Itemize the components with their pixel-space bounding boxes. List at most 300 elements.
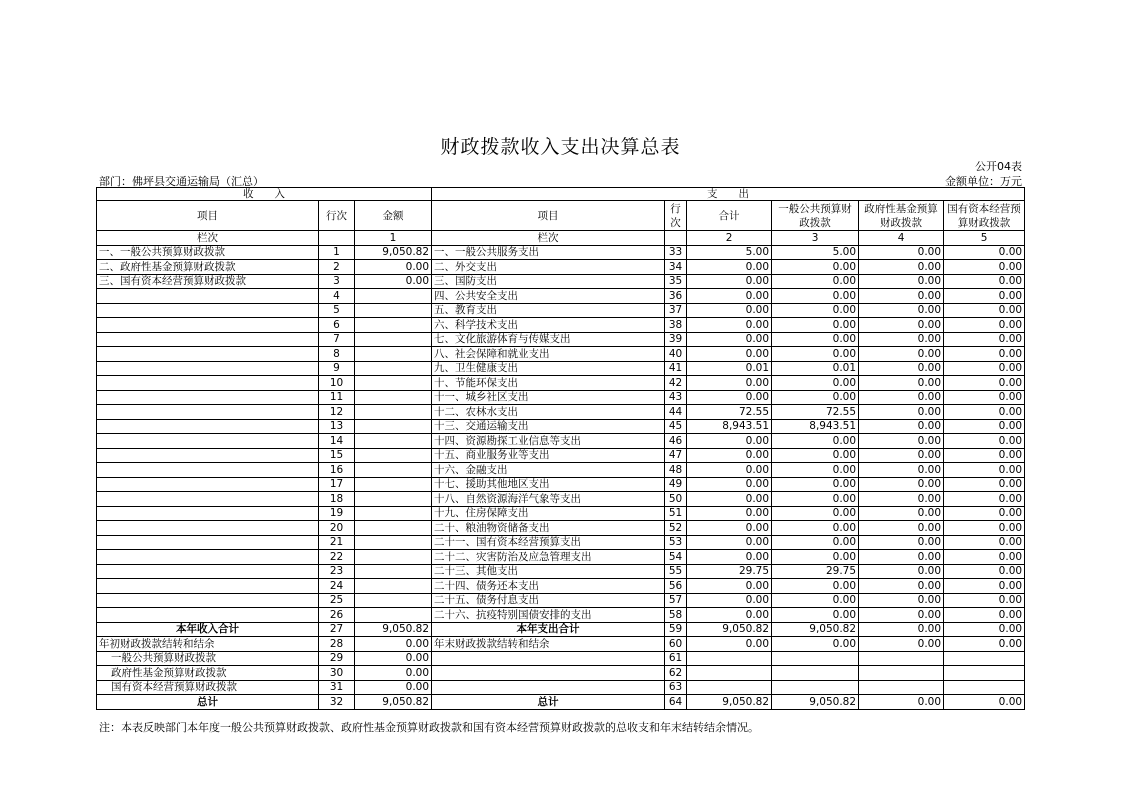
expense-total: 0.00 xyxy=(687,274,772,289)
expense-gov-fund: 0.00 xyxy=(859,506,944,521)
expense-gov-fund: 0.00 xyxy=(859,622,944,637)
expense-gov-fund: 0.00 xyxy=(859,608,944,623)
income-item xyxy=(97,579,319,594)
expense-state-capital: 0.00 xyxy=(944,376,1025,391)
carry-in-sub-row xyxy=(97,651,1025,666)
expense-state-capital: 0.00 xyxy=(944,608,1025,623)
expense-total: 0.01 xyxy=(687,361,772,376)
income-amount xyxy=(355,303,432,318)
income-amount xyxy=(355,492,432,507)
table-row xyxy=(97,332,1025,347)
expense-gov-fund: 0.00 xyxy=(859,550,944,565)
income-line-no: 3 xyxy=(319,274,355,289)
total-header: 合计 xyxy=(687,201,772,231)
carry-in-label: 年初财政拨款结转和结余 xyxy=(97,637,319,652)
expense-total: 0.00 xyxy=(687,303,772,318)
income-line-no: 26 xyxy=(319,608,355,623)
expense-total: 0.00 xyxy=(687,390,772,405)
expense-total: 0.00 xyxy=(687,463,772,478)
table-row xyxy=(97,318,1025,333)
income-line-no: 2 xyxy=(319,260,355,275)
income-amount xyxy=(355,376,432,391)
empty-cell xyxy=(319,231,355,246)
expense-item: 十二、农林水支出 xyxy=(432,405,665,420)
income-line-no: 13 xyxy=(319,419,355,434)
income-amount xyxy=(355,419,432,434)
income-line-no: 32 xyxy=(319,695,355,710)
income-amount xyxy=(355,448,432,463)
income-item xyxy=(97,376,319,391)
year-total-row xyxy=(97,622,1025,637)
income-item xyxy=(97,463,319,478)
income-item xyxy=(97,347,319,362)
empty-cell xyxy=(772,680,859,695)
expense-general-budget: 0.00 xyxy=(772,637,859,652)
expense-item: 十五、商业服务业等支出 xyxy=(432,448,665,463)
expense-line-no: 56 xyxy=(665,579,687,594)
income-amount xyxy=(355,521,432,536)
expense-total: 0.00 xyxy=(687,318,772,333)
income-item: 二、政府性基金预算财政拨款 xyxy=(97,260,319,275)
income-amount: 0.00 xyxy=(355,651,432,666)
expense-general-budget: 0.00 xyxy=(772,521,859,536)
income-line-no: 1 xyxy=(319,245,355,260)
income-line-no: 27 xyxy=(319,622,355,637)
empty-cell xyxy=(432,651,665,666)
expense-gov-fund: 0.00 xyxy=(859,593,944,608)
expense-general-budget: 0.00 xyxy=(772,289,859,304)
expense-line-no: 52 xyxy=(665,521,687,536)
income-line-no: 14 xyxy=(319,434,355,449)
expense-gov-fund: 0.00 xyxy=(859,637,944,652)
expense-item: 四、公共安全支出 xyxy=(432,289,665,304)
col-number-3: 3 xyxy=(772,231,859,246)
expense-general-budget: 0.00 xyxy=(772,318,859,333)
table-row xyxy=(97,579,1025,594)
expense-total: 0.00 xyxy=(687,608,772,623)
footnote: 注：本表反映部门本年度一般公共预算财政拨款、政府性基金预算财政拨款和国有资本经营预算财政拨款的总收支和年末结转结余情况。 xyxy=(99,721,759,734)
expense-item: 二十三、其他支出 xyxy=(432,564,665,579)
expense-item: 八、社会保障和就业支出 xyxy=(432,347,665,362)
expense-line-no: 39 xyxy=(665,332,687,347)
expense-line-no: 55 xyxy=(665,564,687,579)
income-section-header: 收 入 xyxy=(97,188,432,201)
income-amount: 0.00 xyxy=(355,680,432,695)
expense-item: 二十六、抗疫特别国债安排的支出 xyxy=(432,608,665,623)
expense-total: 0.00 xyxy=(687,535,772,550)
department-label: 部门：佛坪县交通运输局（汇总） xyxy=(99,175,264,188)
expense-line-no: 42 xyxy=(665,376,687,391)
income-line-no: 23 xyxy=(319,564,355,579)
income-amount: 9,050.82 xyxy=(355,245,432,260)
income-line-no: 8 xyxy=(319,347,355,362)
expense-general-budget: 0.00 xyxy=(772,608,859,623)
expense-line-no: 48 xyxy=(665,463,687,478)
income-amount: 0.00 xyxy=(355,274,432,289)
table-row xyxy=(97,245,1025,260)
expense-state-capital: 0.00 xyxy=(944,448,1025,463)
income-item xyxy=(97,535,319,550)
expense-item: 二十二、灾害防治及应急管理支出 xyxy=(432,550,665,565)
income-amount xyxy=(355,608,432,623)
expense-section-header: 支 出 xyxy=(432,188,1025,201)
gov-fund-header: 政府性基金预算财政拨款 xyxy=(859,201,944,231)
expense-general-budget: 29.75 xyxy=(772,564,859,579)
income-line-no: 7 xyxy=(319,332,355,347)
expense-line-no: 43 xyxy=(665,390,687,405)
col-number-1: 1 xyxy=(355,231,432,246)
income-line-no: 9 xyxy=(319,361,355,376)
table-row xyxy=(97,506,1025,521)
expense-item: 九、卫生健康支出 xyxy=(432,361,665,376)
expense-line-no: 61 xyxy=(665,651,687,666)
empty-cell xyxy=(944,651,1025,666)
expense-state-capital: 0.00 xyxy=(944,419,1025,434)
income-item xyxy=(97,390,319,405)
expense-state-capital: 0.00 xyxy=(944,492,1025,507)
expense-item: 六、科学技术支出 xyxy=(432,318,665,333)
carry-over-row xyxy=(97,637,1025,652)
table-row xyxy=(97,405,1025,420)
expense-general-budget: 0.00 xyxy=(772,332,859,347)
expense-general-budget: 0.00 xyxy=(772,274,859,289)
expense-gov-fund: 0.00 xyxy=(859,332,944,347)
expense-state-capital: 0.00 xyxy=(944,521,1025,536)
expense-general-budget: 0.00 xyxy=(772,492,859,507)
expense-general-budget: 8,943.51 xyxy=(772,419,859,434)
expense-line-no: 60 xyxy=(665,637,687,652)
income-line-no: 6 xyxy=(319,318,355,333)
empty-cell xyxy=(944,680,1025,695)
expense-general-budget: 0.00 xyxy=(772,390,859,405)
income-line-no: 16 xyxy=(319,463,355,478)
table-row xyxy=(97,492,1025,507)
empty-cell xyxy=(687,666,772,681)
income-amount xyxy=(355,506,432,521)
table-row xyxy=(97,303,1025,318)
expense-general-budget: 0.00 xyxy=(772,303,859,318)
expense-state-capital: 0.00 xyxy=(944,260,1025,275)
table-row xyxy=(97,260,1025,275)
expense-gov-fund: 0.00 xyxy=(859,361,944,376)
expense-general-budget: 0.00 xyxy=(772,347,859,362)
expense-line-no: 63 xyxy=(665,680,687,695)
table-row xyxy=(97,376,1025,391)
empty-cell xyxy=(859,666,944,681)
income-item xyxy=(97,492,319,507)
income-line-no: 10 xyxy=(319,376,355,391)
expense-gov-fund: 0.00 xyxy=(859,434,944,449)
income-line-no: 4 xyxy=(319,289,355,304)
table-row xyxy=(97,608,1025,623)
expense-item: 十九、住房保障支出 xyxy=(432,506,665,521)
expense-total: 0.00 xyxy=(687,593,772,608)
expense-gov-fund: 0.00 xyxy=(859,318,944,333)
expense-state-capital: 0.00 xyxy=(944,361,1025,376)
expense-total: 0.00 xyxy=(687,637,772,652)
empty-cell xyxy=(665,231,687,246)
expense-item: 七、文化旅游体育与传媒支出 xyxy=(432,332,665,347)
income-line-no: 21 xyxy=(319,535,355,550)
expense-total: 5.00 xyxy=(687,245,772,260)
expense-total: 0.00 xyxy=(687,521,772,536)
income-item xyxy=(97,434,319,449)
income-item xyxy=(97,361,319,376)
table-row xyxy=(97,550,1025,565)
expense-line-no: 36 xyxy=(665,289,687,304)
table-row xyxy=(97,434,1025,449)
income-line-no: 31 xyxy=(319,680,355,695)
expense-line-no: 58 xyxy=(665,608,687,623)
expense-general-budget: 0.00 xyxy=(772,506,859,521)
expense-line-no: 54 xyxy=(665,550,687,565)
expense-item: 二十五、债务付息支出 xyxy=(432,593,665,608)
expense-item: 二十、粮油物资储备支出 xyxy=(432,521,665,536)
expense-gov-fund: 0.00 xyxy=(859,260,944,275)
column-row-label: 栏次 xyxy=(97,231,319,246)
expense-item: 十四、资源勘探工业信息等支出 xyxy=(432,434,665,449)
header-row-sections xyxy=(97,188,1025,201)
income-item-header: 项目 xyxy=(97,201,319,231)
form-code: 公开04表 xyxy=(975,160,1022,173)
expense-item: 十六、金融支出 xyxy=(432,463,665,478)
income-amount xyxy=(355,535,432,550)
expense-item: 十七、援助其他地区支出 xyxy=(432,477,665,492)
state-capital-header: 国有资本经营预算财政拨款 xyxy=(944,201,1025,231)
expense-gov-fund: 0.00 xyxy=(859,492,944,507)
table-row xyxy=(97,419,1025,434)
expense-general-budget: 0.00 xyxy=(772,593,859,608)
expense-item: 一、一般公共服务支出 xyxy=(432,245,665,260)
expense-gov-fund: 0.00 xyxy=(859,477,944,492)
income-line-no: 17 xyxy=(319,477,355,492)
expense-item-header: 项目 xyxy=(432,201,665,231)
expense-state-capital: 0.00 xyxy=(944,347,1025,362)
expense-general-budget: 0.00 xyxy=(772,434,859,449)
expense-gov-fund: 0.00 xyxy=(859,521,944,536)
expense-total: 0.00 xyxy=(687,289,772,304)
expense-state-capital: 0.00 xyxy=(944,318,1025,333)
carry-in-sub-row xyxy=(97,680,1025,695)
expense-general-budget: 0.00 xyxy=(772,448,859,463)
expense-state-capital: 0.00 xyxy=(944,550,1025,565)
expense-gov-fund: 0.00 xyxy=(859,419,944,434)
expense-general-budget: 0.00 xyxy=(772,463,859,478)
expense-line-no: 38 xyxy=(665,318,687,333)
empty-cell xyxy=(859,651,944,666)
income-amount xyxy=(355,318,432,333)
expense-line-no: 46 xyxy=(665,434,687,449)
income-line-no: 18 xyxy=(319,492,355,507)
expense-gov-fund: 0.00 xyxy=(859,376,944,391)
income-line-no: 19 xyxy=(319,506,355,521)
income-item xyxy=(97,593,319,608)
income-line-no: 5 xyxy=(319,303,355,318)
expense-gov-fund: 0.00 xyxy=(859,289,944,304)
expense-line-no: 41 xyxy=(665,361,687,376)
expense-state-capital: 0.00 xyxy=(944,405,1025,420)
expense-general-budget: 9,050.82 xyxy=(772,695,859,710)
expense-state-capital: 0.00 xyxy=(944,564,1025,579)
report-title: 财政拨款收入支出决算总表 xyxy=(440,136,681,158)
expense-line-no: 33 xyxy=(665,245,687,260)
income-item xyxy=(97,448,319,463)
expense-state-capital: 0.00 xyxy=(944,593,1025,608)
expense-general-budget: 5.00 xyxy=(772,245,859,260)
expense-general-budget: 9,050.82 xyxy=(772,622,859,637)
expense-total: 0.00 xyxy=(687,492,772,507)
col-number-5: 5 xyxy=(944,231,1025,246)
expense-state-capital: 0.00 xyxy=(944,289,1025,304)
expense-gov-fund: 0.00 xyxy=(859,274,944,289)
expense-total-label: 本年支出合计 xyxy=(432,622,665,637)
income-item xyxy=(97,405,319,420)
expense-gov-fund: 0.00 xyxy=(859,579,944,594)
income-item xyxy=(97,332,319,347)
income-amount: 0.00 xyxy=(355,260,432,275)
empty-cell xyxy=(859,680,944,695)
income-line-no: 29 xyxy=(319,651,355,666)
expense-state-capital: 0.00 xyxy=(944,535,1025,550)
table-row xyxy=(97,477,1025,492)
expense-general-budget: 0.00 xyxy=(772,550,859,565)
income-amount xyxy=(355,289,432,304)
expense-total: 0.00 xyxy=(687,376,772,391)
general-budget-header: 一般公共预算财政拨款 xyxy=(772,201,859,231)
empty-cell xyxy=(687,651,772,666)
expense-general-budget: 0.01 xyxy=(772,361,859,376)
income-amount: 9,050.82 xyxy=(355,695,432,710)
budget-table xyxy=(96,187,1025,710)
income-amount xyxy=(355,564,432,579)
expense-gov-fund: 0.00 xyxy=(859,405,944,420)
income-amount xyxy=(355,579,432,594)
expense-general-budget: 0.00 xyxy=(772,579,859,594)
table-row xyxy=(97,521,1025,536)
expense-line-no: 40 xyxy=(665,347,687,362)
expense-gov-fund: 0.00 xyxy=(859,448,944,463)
expense-total: 0.00 xyxy=(687,434,772,449)
table-row xyxy=(97,463,1025,478)
carry-in-sub-label: 国有资本经营预算财政拨款 xyxy=(97,680,319,695)
expense-line-no: 35 xyxy=(665,274,687,289)
expense-total: 8,943.51 xyxy=(687,419,772,434)
income-line-no: 24 xyxy=(319,579,355,594)
expense-total: 0.00 xyxy=(687,550,772,565)
expense-line-no: 53 xyxy=(665,535,687,550)
table-row xyxy=(97,274,1025,289)
income-line-no: 30 xyxy=(319,666,355,681)
expense-item: 十三、交通运输支出 xyxy=(432,419,665,434)
expense-gov-fund: 0.00 xyxy=(859,535,944,550)
expense-line-no: 64 xyxy=(665,695,687,710)
income-line-no: 22 xyxy=(319,550,355,565)
income-item xyxy=(97,550,319,565)
expense-line-no: 37 xyxy=(665,303,687,318)
income-line-no: 15 xyxy=(319,448,355,463)
empty-cell xyxy=(772,666,859,681)
expense-total: 0.00 xyxy=(687,579,772,594)
expense-state-capital: 0.00 xyxy=(944,506,1025,521)
income-line-no: 11 xyxy=(319,390,355,405)
income-amount xyxy=(355,477,432,492)
expense-state-capital: 0.00 xyxy=(944,622,1025,637)
income-line-no: 25 xyxy=(319,593,355,608)
income-line-no: 20 xyxy=(319,521,355,536)
grand-total-row xyxy=(97,695,1025,710)
expense-item: 十一、城乡社区支出 xyxy=(432,390,665,405)
expense-gov-fund: 0.00 xyxy=(859,347,944,362)
expense-state-capital: 0.00 xyxy=(944,477,1025,492)
expense-state-capital: 0.00 xyxy=(944,434,1025,449)
income-item xyxy=(97,419,319,434)
expense-total: 29.75 xyxy=(687,564,772,579)
expense-state-capital: 0.00 xyxy=(944,463,1025,478)
income-item: 三、国有资本经营预算财政拨款 xyxy=(97,274,319,289)
income-amount xyxy=(355,405,432,420)
income-item: 一、一般公共预算财政拨款 xyxy=(97,245,319,260)
expense-line-header: 行 次 xyxy=(665,201,687,231)
column-row-label: 栏次 xyxy=(432,231,665,246)
expense-gov-fund: 0.00 xyxy=(859,390,944,405)
expense-item: 二十四、债务还本支出 xyxy=(432,579,665,594)
empty-cell xyxy=(944,666,1025,681)
expense-line-no: 59 xyxy=(665,622,687,637)
income-amount xyxy=(355,593,432,608)
expense-item: 二、外交支出 xyxy=(432,260,665,275)
table-row xyxy=(97,564,1025,579)
expense-line-no: 62 xyxy=(665,666,687,681)
income-item xyxy=(97,506,319,521)
income-total-label: 本年收入合计 xyxy=(97,622,319,637)
expense-item: 三、国防支出 xyxy=(432,274,665,289)
table-row xyxy=(97,361,1025,376)
table-row xyxy=(97,347,1025,362)
income-amount xyxy=(355,347,432,362)
income-amount xyxy=(355,332,432,347)
expense-item: 十、节能环保支出 xyxy=(432,376,665,391)
grand-total-label: 总计 xyxy=(97,695,319,710)
carry-in-sub-label: 一般公共预算财政拨款 xyxy=(97,651,319,666)
expense-total: 9,050.82 xyxy=(687,622,772,637)
expense-state-capital: 0.00 xyxy=(944,274,1025,289)
expense-general-budget: 0.00 xyxy=(772,535,859,550)
expense-item: 二十一、国有资本经营预算支出 xyxy=(432,535,665,550)
expense-total: 9,050.82 xyxy=(687,695,772,710)
header-row-columns xyxy=(97,201,1025,231)
income-amount xyxy=(355,434,432,449)
expense-gov-fund: 0.00 xyxy=(859,303,944,318)
unit-label: 金额单位：万元 xyxy=(945,175,1022,188)
expense-line-no: 47 xyxy=(665,448,687,463)
carry-out-label: 年末财政拨款结转和结余 xyxy=(432,637,665,652)
expense-general-budget: 0.00 xyxy=(772,477,859,492)
empty-cell xyxy=(687,680,772,695)
expense-state-capital: 0.00 xyxy=(944,390,1025,405)
expense-state-capital: 0.00 xyxy=(944,245,1025,260)
expense-line-no: 45 xyxy=(665,419,687,434)
empty-cell xyxy=(772,651,859,666)
col-number-4: 4 xyxy=(859,231,944,246)
empty-cell xyxy=(432,680,665,695)
income-amount-header: 金额 xyxy=(355,201,432,231)
expense-gov-fund: 0.00 xyxy=(859,564,944,579)
expense-state-capital: 0.00 xyxy=(944,637,1025,652)
expense-state-capital: 0.00 xyxy=(944,332,1025,347)
carry-in-sub-row xyxy=(97,666,1025,681)
income-amount: 0.00 xyxy=(355,637,432,652)
expense-gov-fund: 0.00 xyxy=(859,695,944,710)
